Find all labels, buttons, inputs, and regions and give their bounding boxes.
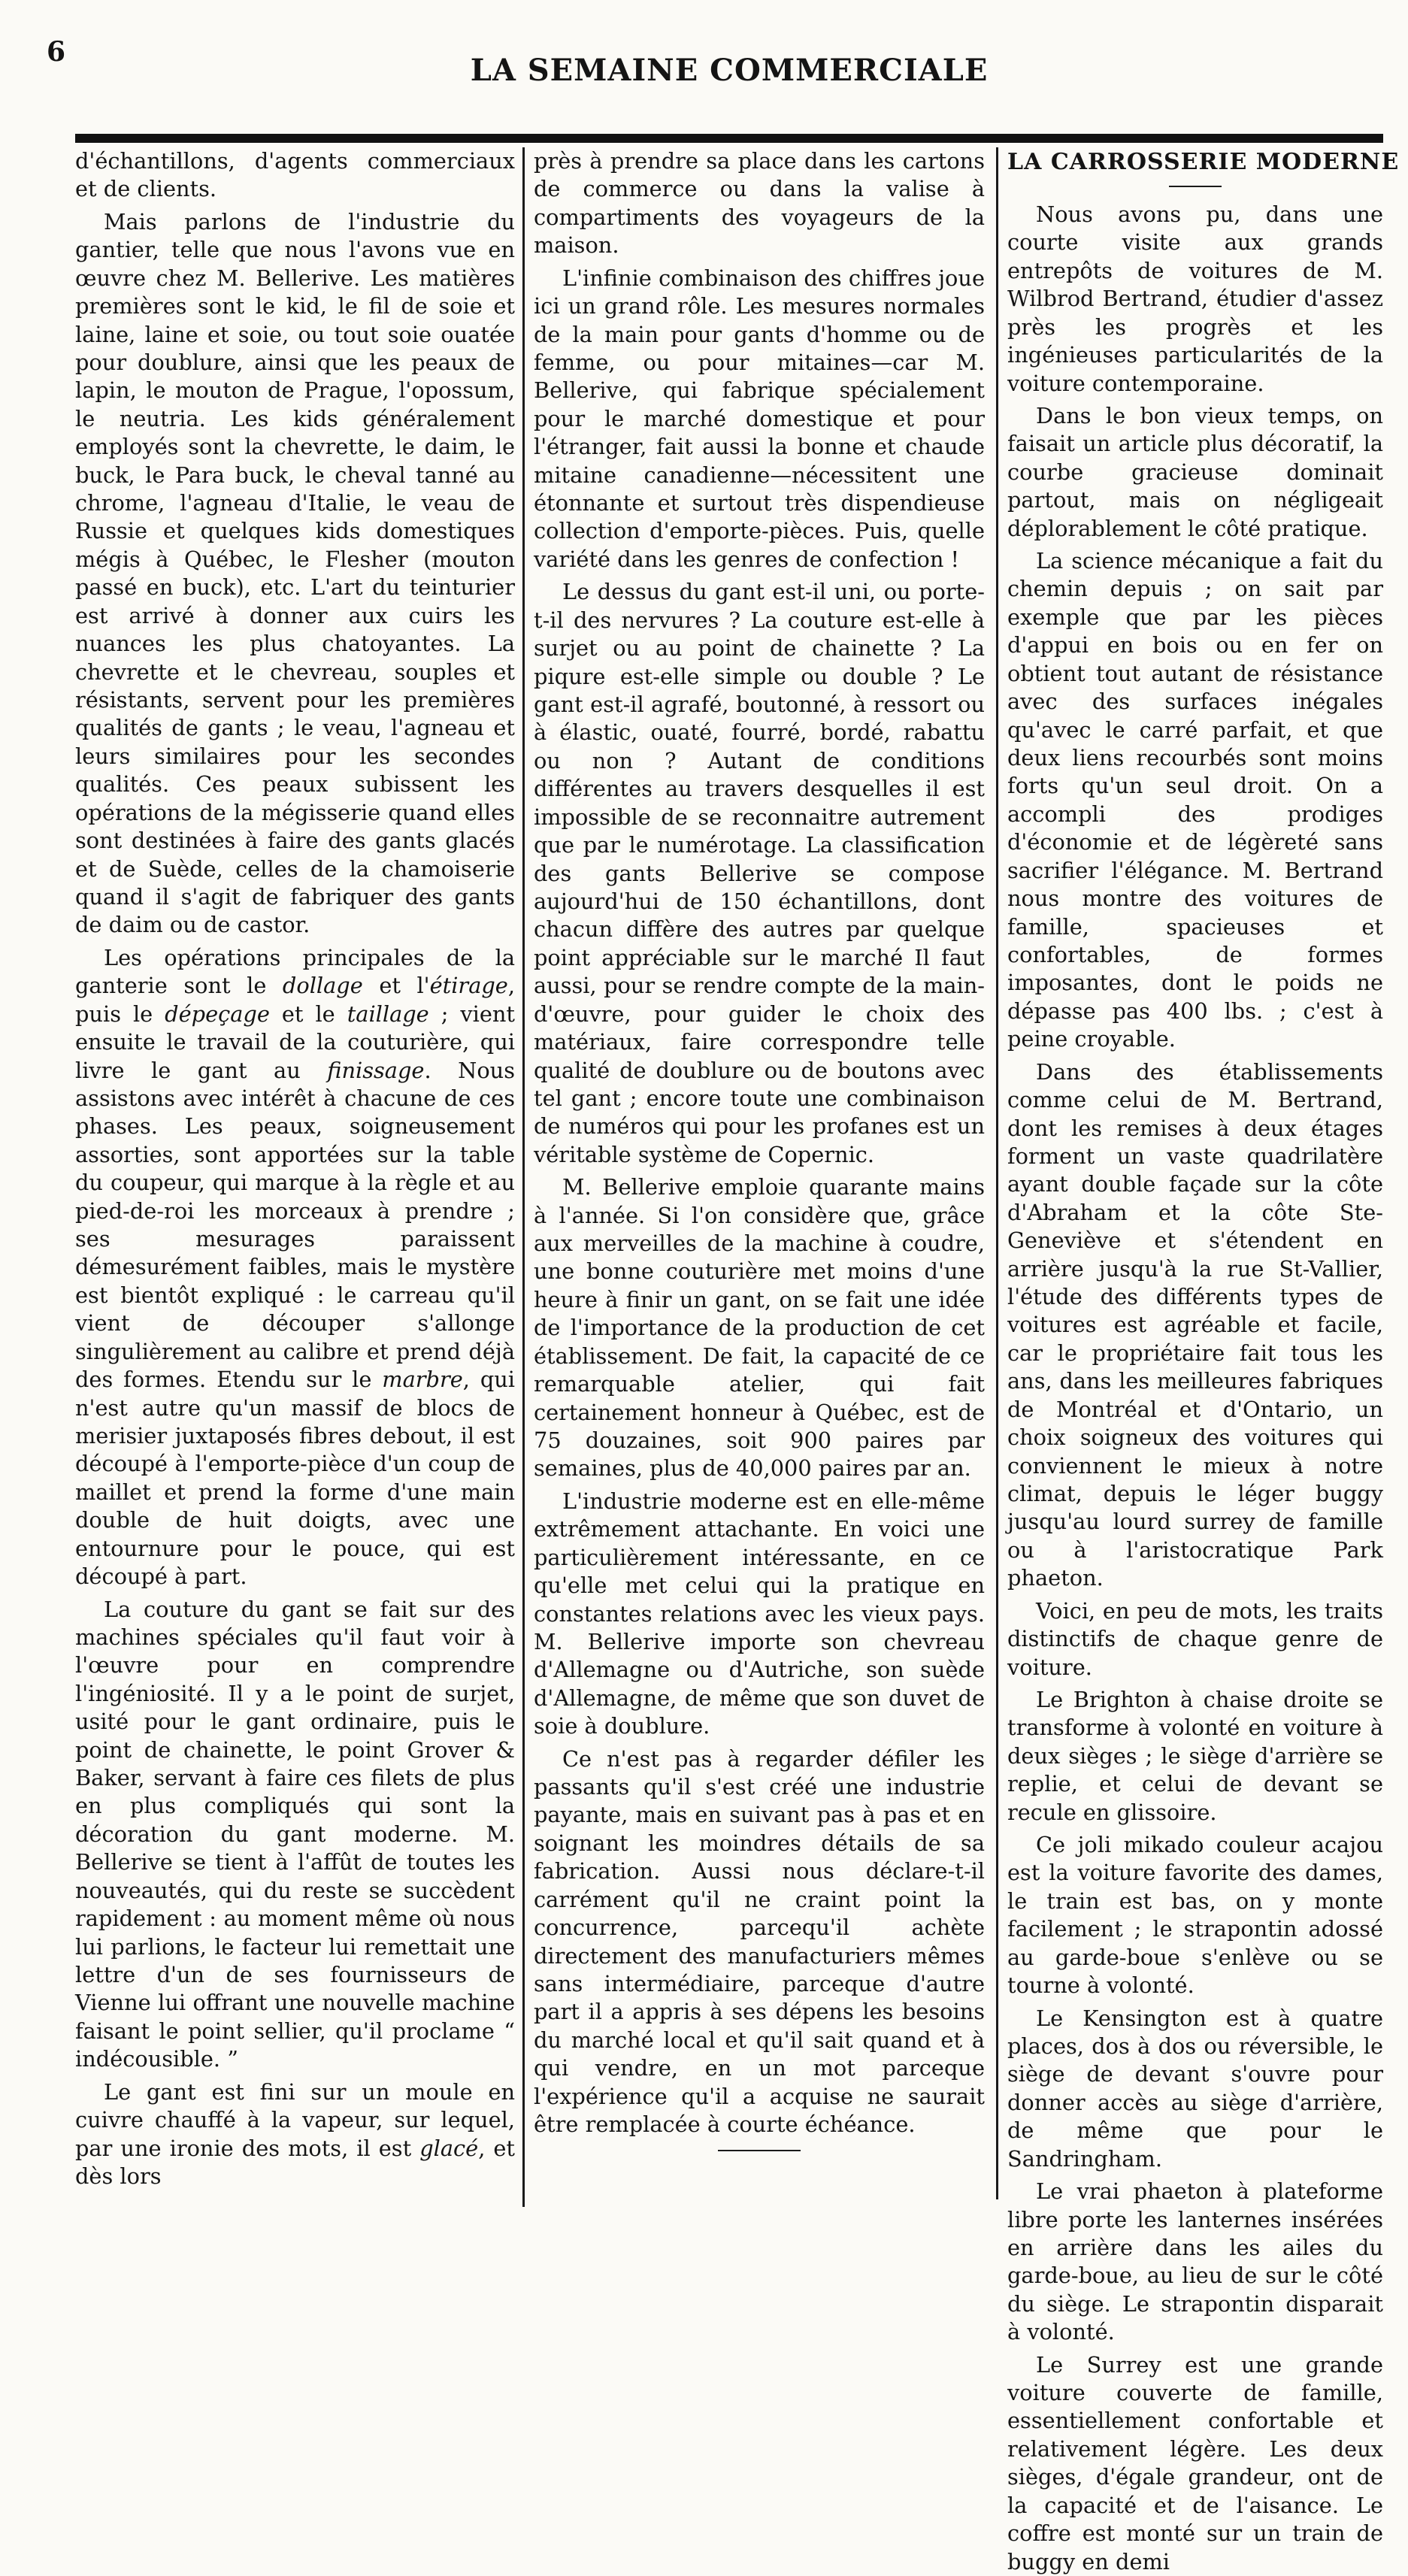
- text-run: , qui n'est autre qu'un massif de blocs de merisier juxtaposés fibres debout, il est découpé à l'emporte-pièce d'un coup de maillet et prend la forme d'une main double de huit doigts, avec une entournure pour le pouce, qui est découpé à part.: [75, 1367, 516, 1590]
- col3-paragraph-5: Voici, en peu de mots, les traits distinctifs de chaque genre de voiture.: [1007, 1597, 1383, 1680]
- column-divider-2: [996, 147, 998, 2199]
- col2-paragraph-1: près à prendre sa place dans les cartons de commerce ou dans la valise à compartiments des voyageurs de la maison.: [534, 148, 985, 259]
- italic-term: dollage: [282, 973, 363, 999]
- article-end-rule: [718, 2150, 801, 2151]
- italic-term: marbre: [382, 1367, 463, 1393]
- col1-paragraph-4: La couture du gant se fait sur des machines spéciales qu'il faut voir à l'œuvre pour en comprendre l'ingéniosité. Il y a le point de surjet, usité pour le gant ordinaire, puis le point de chainette, le point Grover & Baker, servant à faire ces filets de plus en plus compliqués qui sont la décoration du gant moderne. M. Bellerive se tient à l'affût de toutes les nouveautés, qui du reste se succèdent rapidement : au moment même où nous lui parlions, le facteur lui remettait une lettre d'un de ses fournisseurs de Vienne lui offrant une nouvelle machine faisant le point sellier, qu'il proclame “ indécousible. ”: [75, 1596, 515, 2072]
- italic-term: glacé: [419, 2135, 479, 2161]
- col1-paragraph-3: [75, 944, 515, 1591]
- col2-paragraph-4: M. Bellerive emploie quarante mains à l'année. Si l'on considère que, grâce aux merveilles de la machine à coudre, une bonne couturière met moins d'une heure à finir un gant, on se fait une idée de l'importance de la production de cet établissement. De fait, la capacité de ce remarquable atelier, qui fait certainement honneur à Québec, est de 75 douzaines, soit 900 paires par semaines, plus de 40,000 paires par an.: [534, 1174, 985, 1482]
- col3-paragraph-10: Le Surrey est une grande voiture couverte de famille, essentiellement confortable et relativement légère. Les deux sièges, d'égale grandeur, ont de la capacité et de l'aisance. Le coffre est monté sur un train de buggy en demi: [1007, 2351, 1383, 2574]
- italic-term: finissage: [327, 1057, 425, 1083]
- text-run: et l': [362, 973, 430, 999]
- col2-paragraph-2: L'infinie combinaison des chiffres joue ici un grand rôle. Les mesures normales de la main pour gants d'homme ou de femme, ou pour mitaines—car M. Bellerive, qui fabrique spécialement pour le marché domestique et pour l'étranger, fait aussi la bonne et chaude mitaine canadienne—nécessitent une étonnante et surtout très dispendieuse collection d'emporte-pièces. Puis, quelle variété dans les genres de confection !: [534, 265, 985, 572]
- text-run: , puis le: [75, 973, 515, 1027]
- italic-term: dépeçage: [165, 1000, 270, 1027]
- text-run: Le gant est fini sur un moule en cuivre chauffé à la vapeur, sur lequel, par une ironie des mots, il est: [75, 2078, 515, 2161]
- text-run: . Nous assistons avec intérêt à chacune de ces phases. Les peaux, soigneusement assorties, sont apportées sur la table du coupeur, qui marque à la règle et au pied-de-roi les morceaux à prendre ; ses mesurages paraissent démesurément faibles, mais le mystère est bientôt expliqué : le carreau qu'il vient de découper s'allonge singulièrement au calibre et prend déjà des formes. Etendu sur le: [75, 1057, 515, 1393]
- italic-term: étirage: [429, 973, 508, 999]
- col3-paragraph-2: Dans le bon vieux temps, on faisait un article plus décoratif, la courbe gracieuse dominait partout, mais on négligeait déplorablement le côté pratique.: [1007, 402, 1383, 541]
- col3-paragraph-9: Le vrai phaeton à plateforme libre porte les lanternes insérées en arrière dans les ailes du garde-boue, au lieu de sur le côté du siège. Le strapontin disparait à volonté.: [1007, 2178, 1383, 2345]
- text-run: et le: [269, 1000, 347, 1027]
- column-3: [1007, 147, 1400, 2574]
- journal-title: LA SEMAINE COMMERCIALE: [470, 53, 989, 88]
- col2-paragraph-5: L'industrie moderne est en elle-même extrêmement attachante. En voici une particulièrement intéressante, en ce qu'elle met celui qui la pratique en constantes relations avec les vieux pays. M. Bellerive importe son chevreau d'Allemagne ou d'Autriche, son suède d'Allemagne, de même que son duvet de soie à doublure.: [534, 1488, 985, 1739]
- col3-paragraph-1: Nous avons pu, dans une courte visite aux grands entrepôts de voitures de M. Wilbrod Bertrand, étudier d'assez près les progrès et les ingénieuses particularités de la voiture contemporaine.: [1007, 201, 1383, 396]
- article-heading: LA CARROSSERIE MODERNE: [1007, 149, 1400, 175]
- page-header: [75, 53, 1383, 105]
- column-divider-1: [522, 147, 525, 2207]
- column-1: [75, 147, 515, 2226]
- text-run: , et dès lors: [75, 2135, 516, 2189]
- heading-rule: [1169, 186, 1222, 187]
- column-2: [534, 147, 985, 2226]
- col1-paragraph-1: d'échantillons, d'agents commerciaux et de clients.: [75, 148, 515, 202]
- col1-paragraph-5: [75, 2078, 515, 2191]
- col3-paragraph-8: Le Kensington est à quatre places, dos à dos ou réversible, le siège de devant s'ouvre pour donner accès au siège d'arrière, de même que pour le Sandringham.: [1007, 2005, 1383, 2172]
- col1-paragraph-2: Mais parlons de l'industrie du gantier, telle que nous l'avons vue en œuvre chez M. Bellerive. Les matières premières sont le kid, le fil de soie et laine, laine et soie, ou tout soie ouatée pour doublure, ainsi que les peaux de lapin, le mouton de Prague, l'opossum, le neutria. Les kids généralement employés sont la chevrette, le daim, le buck, le Para buck, le cheval tanné au chrome, l'agneau d'Italie, le veau de Russie et quelques kids domestiques mégis à Québec, le Flesher (mouton passé en buck), etc. L'art du teinturier est arrivé à donner aux cuirs les nuances les plus chatoyantes. La chevrette et le chevreau, souples et résistants, servent pour les premières qualités de gants ; le veau, l'agneau et leurs similaires pour les secondes qualités. Ces peaux subissent les opérations de la mégisserie quand elles sont destinées à faire des gants glacés et de Suède, celles de la chamoiserie quand il s'agit de fabriquer des gants de daim ou de castor.: [75, 208, 515, 938]
- col2-paragraph-6: Ce n'est pas à regarder défiler les passants qu'il s'est créé une industrie payante, mais en suivant pas à pas et en soignant les moindres détails de sa fabrication. Aussi nous déclare-t-il carrément qu'il ne craint point la concurrence, parcequ'il achète directement des manufacturiers mêmes sans intermédiaire, parceque d'autre part il a appris à ses dépens les besoins du marché local et qu'il sait quand et à qui vendre, en un mot parceque l'expérience qu'il a acquise ne saurait être remplacée à courte échéance.: [534, 1745, 985, 2138]
- col3-paragraph-6: Le Brighton à chaise droite se transforme à volonté en voiture à deux sièges ; le siège d'arrière se replie, et celui de devant se recule en glissoire.: [1007, 1686, 1383, 1825]
- col3-paragraph-4: Dans des établissements comme celui de M. Bertrand, dont les remises à deux étages forment un vaste quadrilatère ayant double façade sur la côte d'Abraham et la côte Ste-Geneviève et s'étendent en arrière jusqu'à la rue St-Vallier, l'étude des différents types de voitures est agréable et facile, car le propriétaire fait tous les ans, dans les meilleures fabriques de Montréal et d'Ontario, un choix soigneux des voitures qui conviennent le mieux à notre climat, depuis le léger buggy jusqu'au lourd surrey de famille ou à l'aristocratique Park phaeton.: [1007, 1058, 1383, 1591]
- text-run: Les opérations principales de la ganterie sont le: [75, 944, 515, 999]
- text-run: ; vient ensuite le travail de la couturière, qui livre le gant au: [75, 1000, 516, 1083]
- header-rule: [75, 134, 1383, 143]
- italic-term: taillage: [347, 1000, 429, 1027]
- col2-paragraph-3: Le dessus du gant est-il uni, ou porte-t-il des nervures ? La couture est-elle à surjet ou au point de chainette ? La piqure est-elle simple ou double ? Le gant est-il agrafé, boutonné, à ressort ou à élastic, ouaté, fourré, bordé, rabattu ou non ? Autant de conditions différentes au travers desquelles il est impossible de se reconnaitre autrement que par le numérotage. La classification des gants Bellerive se compose aujourd'hui de 150 échantillons, dont chacun diffère des autres par quelque point appréciable sur le marché Il faut aussi, pour se rendre compte de la main-d'œuvre, pour guider le choix des matériaux, faire correspondre telle qualité de doublure ou de boutons avec tel gant ; encore toute une combinaison de numéros qui pour les profanes est un véritable système de Copernic.: [534, 579, 985, 1167]
- page-number: 6: [47, 36, 66, 68]
- col3-paragraph-7: Ce joli mikado couleur acajou est la voiture favorite des dames, le train est bas, on y monte facilement ; le strapontin adossé au garde-boue s'enlève ou se tourne à volonté.: [1007, 1832, 1383, 1999]
- col3-paragraph-3: La science mécanique a fait du chemin depuis ; on sait par exemple que par les pièces d'appui en bois ou en fer on obtient tout autant de résistance avec des surfaces inégales qu'avec le carré parfait, et que deux liens recourbés sont moins forts qu'un seul droit. On a accompli des prodiges d'économie et de légèreté sans sacrifier l'élégance. M. Bertrand nous montre des voitures de famille, spacieuses et confortables, de formes imposantes, dont le poids ne dépasse pas 400 lbs. ; c'est à peine croyable.: [1007, 548, 1383, 1052]
